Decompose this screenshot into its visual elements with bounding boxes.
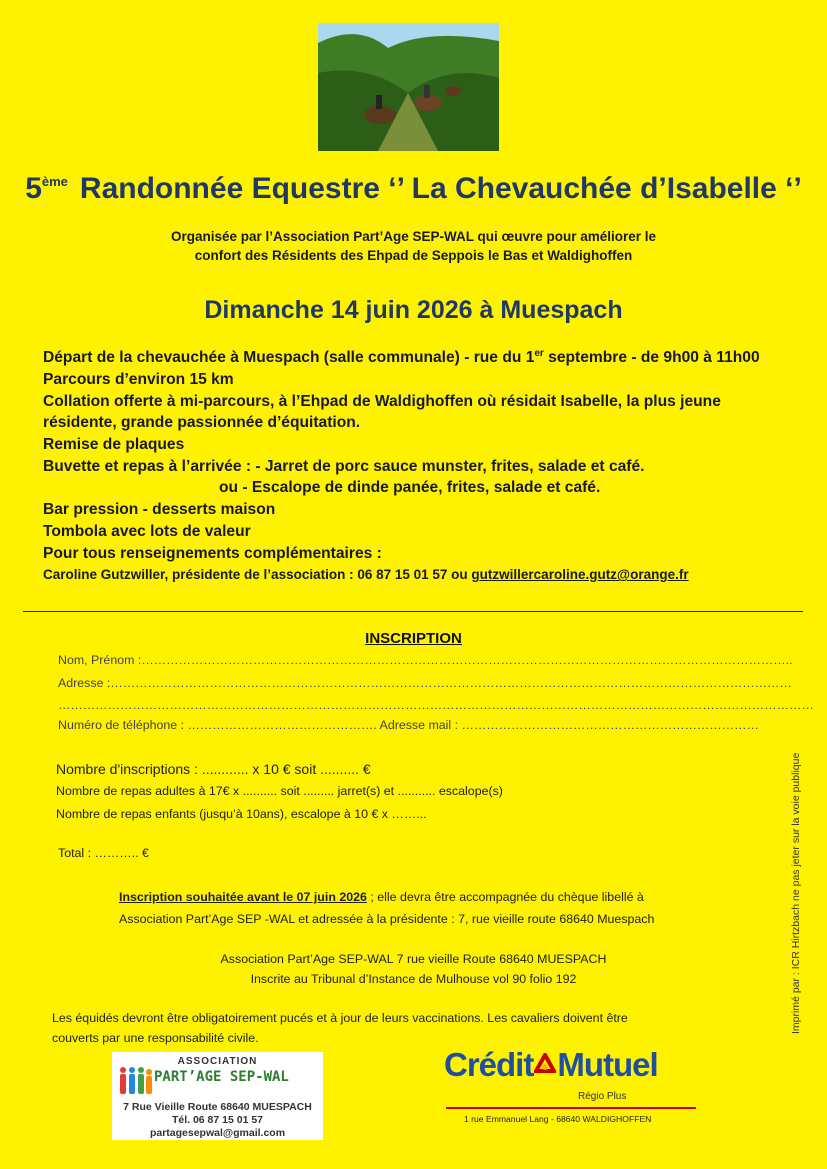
- registrations-count[interactable]: Nombre d'inscriptions : ............ x 10 € soit .......... €: [56, 761, 371, 777]
- event-title: 5ème Randonnée Equestre ‘’ La Chevauchée d’Isabelle ‘’: [25, 172, 802, 205]
- association-info: Association Part’Age SEP-WAL 7 rue vieille Route 68640 MUESPACH Inscrite au Tribunal d’Instance de Mulhouse vol 90 folio 192: [220, 952, 607, 986]
- event-details: Départ de la chevauchée à Muespach (salle communale) - rue du 1er septembre - de 9h00 à 11h00 Parcours d’environ 15 km Collation offerte à mi-parcours, à l’Ehpad de Waldighoffen où résidait Isabelle, la plus jeune résidente, grande passionnée d’équitation. Remise de plaques Buvette et repas à l’arrivée : - Jarret de porc sauce munster, frites, salade et café. ou - Escalope de dinde panée, frites, salade et café. Bar pression - desserts maison Tombola avec lots de valeur Pour tous renseignements complémentaires : Caroline Gutzwiller, présidente de l’association : 06 87 15 01 57 ou gutzwillercaroline.gutz@orange.fr: [43, 348, 760, 583]
- address-field[interactable]: Adresse :…………………………………………………………………………………………………………………………………………………: [58, 676, 792, 690]
- total-field[interactable]: Total : ……….. €: [58, 846, 149, 860]
- registration-deadline: Inscription souhaitée avant le 07 juin 2026 ; elle devra être accompagnée du chèque libellé à Association Part’Age SEP -WAL et adressée à la présidente : 7, rue vieille route 68640 Muespach: [119, 890, 655, 926]
- divider-line: [446, 1107, 696, 1109]
- address-field-2[interactable]: …………………………………………………………………………………………………………………………………………………………………: [58, 698, 814, 712]
- organizer-subtitle: Organisée par l’Association Part’Age SEP-WAL qui œuvre pour améliorer le confort des Résidents des Ehpad de Seppois le Bas et Waldighoffen: [170, 229, 657, 263]
- adult-meals[interactable]: Nombre de repas adultes à 17€ x .......... soit ......... jarret(s) et ........... escalope(s): [56, 784, 503, 798]
- association-logo: ASSOCIATION PART’AGE SEP-WAL 7 Rue Vieille Route 68640 MUESPACH Tél. 06 87 15 01 57 partagesepwal@gmail.com: [112, 1052, 323, 1140]
- child-meals[interactable]: Nombre de repas enfants (jusqu’à 10ans), escalope à 10 € x ……...: [56, 807, 427, 821]
- phone-email-field[interactable]: Numéro de téléphone : ………………………………………. Adresse mail : ………………………………………………………………: [58, 718, 759, 732]
- printer-notice: Imprimé par : ICR Hirtzbach ne pas jeter sur la voie publique: [790, 752, 802, 1034]
- credit-mutuel-emblem-icon: [534, 1049, 556, 1075]
- event-date: Dimanche 14 juin 2026 à Muespach: [204, 296, 623, 324]
- section-divider: [23, 611, 803, 612]
- credit-mutuel-logo: Crédit Mutuel Régio Plus 1 rue Emmanuel Lang - 68640 WALDIGHOFFEN: [440, 1044, 700, 1124]
- horse-requirements: Les équidés devront être obligatoirement pucés et à jour de leurs vaccinations. Les cavaliers doivent être couverts par une responsabilité civile.: [52, 1011, 628, 1045]
- people-icon: [116, 1064, 154, 1096]
- inscription-title: INSCRIPTION: [365, 630, 462, 647]
- contact-email-link[interactable]: gutzwillercaroline.gutz@orange.fr: [471, 567, 689, 583]
- name-field[interactable]: Nom, Prénom :…………………………………………………………………………………………………………………………………………..: [58, 653, 793, 667]
- horse-riding-photo: [318, 23, 499, 151]
